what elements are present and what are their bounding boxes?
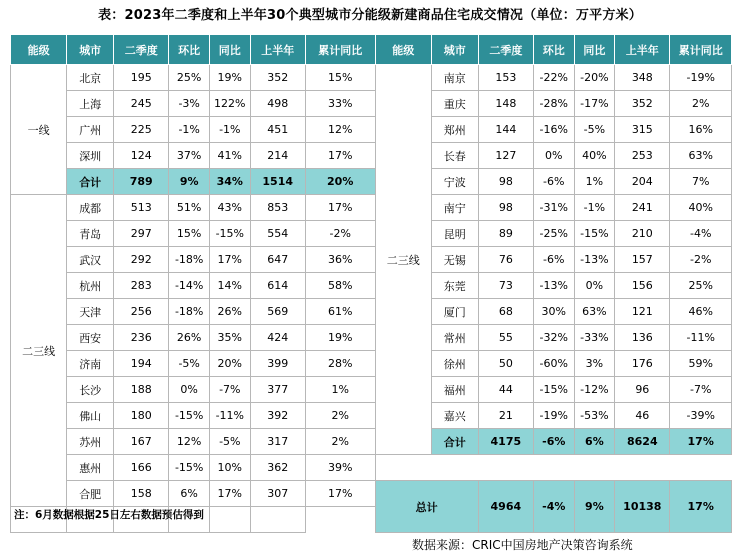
grand-total-cum: 17%	[670, 481, 732, 533]
col-header: 累计同比	[670, 35, 732, 65]
city-cell: 无锡	[431, 247, 478, 273]
q2-cell: 55	[478, 325, 533, 351]
city-cell: 徐州	[431, 351, 478, 377]
cum-cell: 59%	[670, 351, 732, 377]
yoy-cell: 19%	[209, 65, 250, 91]
mom-cell: -5%	[169, 351, 210, 377]
cum-cell: -19%	[670, 65, 732, 91]
yoy-cell: -5%	[209, 429, 250, 455]
q2-cell: 50	[478, 351, 533, 377]
subtotal-yoy: 6%	[574, 429, 615, 455]
city-cell: 南宁	[431, 195, 478, 221]
col-header: 同比	[209, 35, 250, 65]
mom-cell: -18%	[169, 247, 210, 273]
subtotal-mom: 9%	[169, 169, 210, 195]
col-header: 能级	[375, 35, 431, 65]
mom-cell: 26%	[169, 325, 210, 351]
table-row	[11, 117, 732, 143]
h1-cell: 377	[250, 377, 305, 403]
yoy-cell: 20%	[209, 351, 250, 377]
grand-total-yoy: 9%	[574, 481, 615, 533]
mom-cell: -14%	[169, 273, 210, 299]
table-row	[11, 247, 732, 273]
h1-cell: 210	[615, 221, 670, 247]
yoy-cell: 0%	[574, 273, 615, 299]
cum-cell: 2%	[305, 429, 375, 455]
col-header: 环比	[533, 35, 574, 65]
q2-cell: 89	[478, 221, 533, 247]
yoy-cell: 3%	[574, 351, 615, 377]
city-cell: 天津	[67, 299, 114, 325]
tier-label: 二三线	[11, 195, 67, 507]
q2-cell: 292	[114, 247, 169, 273]
mom-cell: -1%	[169, 117, 210, 143]
subtotal-cum: 17%	[670, 429, 732, 455]
mom-cell: 25%	[169, 65, 210, 91]
subtotal-q2: 789	[114, 169, 169, 195]
table-row	[11, 429, 732, 455]
table-row	[11, 221, 732, 247]
tier-label: 二三线	[375, 65, 431, 455]
table-row	[11, 65, 732, 91]
table-row	[11, 351, 732, 377]
cum-cell: 58%	[305, 273, 375, 299]
city-cell: 常州	[431, 325, 478, 351]
city-cell: 苏州	[67, 429, 114, 455]
q2-cell: 245	[114, 91, 169, 117]
yoy-cell: 43%	[209, 195, 250, 221]
cum-cell: 33%	[305, 91, 375, 117]
subtotal-yoy: 34%	[209, 169, 250, 195]
city-cell: 广州	[67, 117, 114, 143]
q2-cell: 98	[478, 195, 533, 221]
h1-cell: 399	[250, 351, 305, 377]
mom-cell: -60%	[533, 351, 574, 377]
col-header: 同比	[574, 35, 615, 65]
mom-cell: -28%	[533, 91, 574, 117]
h1-cell: 96	[615, 377, 670, 403]
q2-cell: 144	[478, 117, 533, 143]
table-title: 表：2023年二季度和上半年30个典型城市分能级新建商品住宅成交情况（单位：万平方米）	[98, 8, 642, 23]
table-row	[11, 455, 732, 481]
city-cell: 重庆	[431, 91, 478, 117]
mom-cell: -19%	[533, 403, 574, 429]
yoy-cell: -1%	[574, 195, 615, 221]
yoy-cell: 122%	[209, 91, 250, 117]
city-cell: 福州	[431, 377, 478, 403]
h1-cell: 362	[250, 455, 305, 481]
h1-cell: 647	[250, 247, 305, 273]
cum-cell: 17%	[305, 481, 375, 507]
table-row	[11, 143, 732, 169]
h1-cell: 136	[615, 325, 670, 351]
yoy-cell: 10%	[209, 455, 250, 481]
yoy-cell: 26%	[209, 299, 250, 325]
col-header: 二季度	[114, 35, 169, 65]
h1-cell: 157	[615, 247, 670, 273]
city-cell: 成都	[67, 195, 114, 221]
cum-cell: 15%	[305, 65, 375, 91]
table-row	[11, 195, 732, 221]
q2-cell: 166	[114, 455, 169, 481]
q2-cell: 194	[114, 351, 169, 377]
q2-cell: 44	[478, 377, 533, 403]
yoy-cell: -13%	[574, 247, 615, 273]
col-header: 二季度	[478, 35, 533, 65]
table-row	[11, 169, 732, 195]
q2-cell: 513	[114, 195, 169, 221]
col-header: 上半年	[615, 35, 670, 65]
q2-cell: 256	[114, 299, 169, 325]
mom-cell: -15%	[169, 455, 210, 481]
city-cell: 济南	[67, 351, 114, 377]
q2-cell: 283	[114, 273, 169, 299]
h1-cell: 451	[250, 117, 305, 143]
mom-cell: -3%	[169, 91, 210, 117]
h1-cell: 241	[615, 195, 670, 221]
city-cell: 佛山	[67, 403, 114, 429]
city-cell: 惠州	[67, 455, 114, 481]
h1-cell: 156	[615, 273, 670, 299]
q2-cell: 148	[478, 91, 533, 117]
table-row	[11, 91, 732, 117]
yoy-cell: 63%	[574, 299, 615, 325]
city-cell: 厦门	[431, 299, 478, 325]
col-header: 城市	[67, 35, 114, 65]
cum-cell: 63%	[670, 143, 732, 169]
mom-cell: -15%	[533, 377, 574, 403]
h1-cell: 352	[250, 65, 305, 91]
h1-cell: 46	[615, 403, 670, 429]
q2-cell: 76	[478, 247, 533, 273]
cum-cell	[250, 507, 305, 533]
table-row	[11, 325, 732, 351]
transaction-table	[10, 34, 732, 533]
mom-cell: 15%	[169, 221, 210, 247]
cum-cell: 2%	[670, 91, 732, 117]
cum-cell: -11%	[670, 325, 732, 351]
cum-cell: 1%	[305, 377, 375, 403]
footnote: 注：6月数据根据25日左右数据预估得到	[14, 509, 204, 521]
h1-cell: 554	[250, 221, 305, 247]
q2-cell: 225	[114, 117, 169, 143]
h1-cell: 424	[250, 325, 305, 351]
city-cell: 长春	[431, 143, 478, 169]
mom-cell: 12%	[169, 429, 210, 455]
yoy-cell: 14%	[209, 273, 250, 299]
tier-label: 一线	[11, 65, 67, 195]
yoy-cell: -20%	[574, 65, 615, 91]
mom-cell: -16%	[533, 117, 574, 143]
h1-cell: 853	[250, 195, 305, 221]
col-header: 城市	[431, 35, 478, 65]
mom-cell: 30%	[533, 299, 574, 325]
city-cell: 嘉兴	[431, 403, 478, 429]
h1-cell: 317	[250, 429, 305, 455]
mom-cell: 0%	[169, 377, 210, 403]
city-cell: 杭州	[67, 273, 114, 299]
q2-cell: 236	[114, 325, 169, 351]
cum-cell: 2%	[305, 403, 375, 429]
cum-cell: -39%	[670, 403, 732, 429]
q2-cell: 158	[114, 481, 169, 507]
grand-total-q2: 4964	[478, 481, 533, 533]
q2-cell: 124	[114, 143, 169, 169]
cum-cell: 17%	[305, 143, 375, 169]
yoy-cell: -12%	[574, 377, 615, 403]
cum-cell: 28%	[305, 351, 375, 377]
yoy-cell: -53%	[574, 403, 615, 429]
city-cell: 青岛	[67, 221, 114, 247]
table-row	[11, 481, 732, 507]
cum-cell: -7%	[670, 377, 732, 403]
yoy-cell: 17%	[209, 247, 250, 273]
city-cell: 长沙	[67, 377, 114, 403]
h1-cell: 352	[615, 91, 670, 117]
h1-cell: 498	[250, 91, 305, 117]
yoy-cell: 40%	[574, 143, 615, 169]
mom-cell: -6%	[533, 247, 574, 273]
yoy-cell: 1%	[574, 169, 615, 195]
data-source: 数据来源：CRIC中国房地产决策咨询系统	[412, 538, 633, 552]
yoy-cell: 17%	[209, 481, 250, 507]
subtotal-mom: -6%	[533, 429, 574, 455]
cum-cell: 19%	[305, 325, 375, 351]
city-cell: 宁波	[431, 169, 478, 195]
grand-total-mom: -4%	[533, 481, 574, 533]
cum-cell: 7%	[670, 169, 732, 195]
city-cell: 深圳	[67, 143, 114, 169]
h1-cell: 392	[250, 403, 305, 429]
h1-cell	[209, 507, 250, 533]
col-header: 上半年	[250, 35, 305, 65]
h1-cell: 614	[250, 273, 305, 299]
q2-cell: 180	[114, 403, 169, 429]
table-row	[11, 273, 732, 299]
q2-cell: 153	[478, 65, 533, 91]
mom-cell: -22%	[533, 65, 574, 91]
q2-cell: 127	[478, 143, 533, 169]
h1-cell: 176	[615, 351, 670, 377]
yoy-cell: 41%	[209, 143, 250, 169]
cum-cell: 40%	[670, 195, 732, 221]
h1-cell: 348	[615, 65, 670, 91]
subtotal-cum: 20%	[305, 169, 375, 195]
col-header: 累计同比	[305, 35, 375, 65]
h1-cell: 315	[615, 117, 670, 143]
mom-cell: -31%	[533, 195, 574, 221]
cum-cell: 46%	[670, 299, 732, 325]
city-cell: 武汉	[67, 247, 114, 273]
col-header: 能级	[11, 35, 67, 65]
mom-cell: 6%	[169, 481, 210, 507]
yoy-cell: -7%	[209, 377, 250, 403]
h1-cell: 204	[615, 169, 670, 195]
yoy-cell: -17%	[574, 91, 615, 117]
h1-cell: 214	[250, 143, 305, 169]
q2-cell: 21	[478, 403, 533, 429]
mom-cell: 0%	[533, 143, 574, 169]
subtotal-h1: 1514	[250, 169, 305, 195]
mom-cell: -25%	[533, 221, 574, 247]
yoy-cell: -1%	[209, 117, 250, 143]
cum-cell: 61%	[305, 299, 375, 325]
cum-cell: 17%	[305, 195, 375, 221]
q2-cell: 195	[114, 65, 169, 91]
q2-cell: 98	[478, 169, 533, 195]
cum-cell: 36%	[305, 247, 375, 273]
table-row	[11, 403, 732, 429]
h1-cell: 569	[250, 299, 305, 325]
col-header: 环比	[169, 35, 210, 65]
grand-total-h1: 10138	[615, 481, 670, 533]
subtotal-q2: 4175	[478, 429, 533, 455]
h1-cell: 307	[250, 481, 305, 507]
h1-cell: 253	[615, 143, 670, 169]
cum-cell: 39%	[305, 455, 375, 481]
yoy-cell: -11%	[209, 403, 250, 429]
city-cell: 合肥	[67, 481, 114, 507]
mom-cell: -6%	[533, 169, 574, 195]
mom-cell: -32%	[533, 325, 574, 351]
q2-cell: 73	[478, 273, 533, 299]
city-cell: 郑州	[431, 117, 478, 143]
mom-cell: -15%	[169, 403, 210, 429]
subtotal-h1: 8624	[615, 429, 670, 455]
grand-total-label: 总计	[375, 481, 478, 533]
cum-cell: -2%	[670, 247, 732, 273]
cum-cell: 25%	[670, 273, 732, 299]
header-row	[11, 35, 732, 65]
subtotal-label: 合计	[67, 169, 114, 195]
cum-cell: 12%	[305, 117, 375, 143]
table-row	[11, 299, 732, 325]
yoy-cell: -15%	[209, 221, 250, 247]
mom-cell: -18%	[169, 299, 210, 325]
cum-cell: 16%	[670, 117, 732, 143]
yoy-cell: 35%	[209, 325, 250, 351]
yoy-cell: -33%	[574, 325, 615, 351]
q2-cell: 188	[114, 377, 169, 403]
mom-cell: 51%	[169, 195, 210, 221]
cum-cell: -4%	[670, 221, 732, 247]
city-cell: 昆明	[431, 221, 478, 247]
yoy-cell: -15%	[574, 221, 615, 247]
q2-cell: 297	[114, 221, 169, 247]
city-cell: 北京	[67, 65, 114, 91]
city-cell: 南京	[431, 65, 478, 91]
q2-cell: 68	[478, 299, 533, 325]
h1-cell: 121	[615, 299, 670, 325]
mom-cell: 37%	[169, 143, 210, 169]
subtotal-label: 合计	[431, 429, 478, 455]
city-cell: 东莞	[431, 273, 478, 299]
city-cell: 西安	[67, 325, 114, 351]
q2-cell: 167	[114, 429, 169, 455]
mom-cell: -13%	[533, 273, 574, 299]
city-cell: 上海	[67, 91, 114, 117]
cum-cell: -2%	[305, 221, 375, 247]
yoy-cell: -5%	[574, 117, 615, 143]
table-row	[11, 377, 732, 403]
